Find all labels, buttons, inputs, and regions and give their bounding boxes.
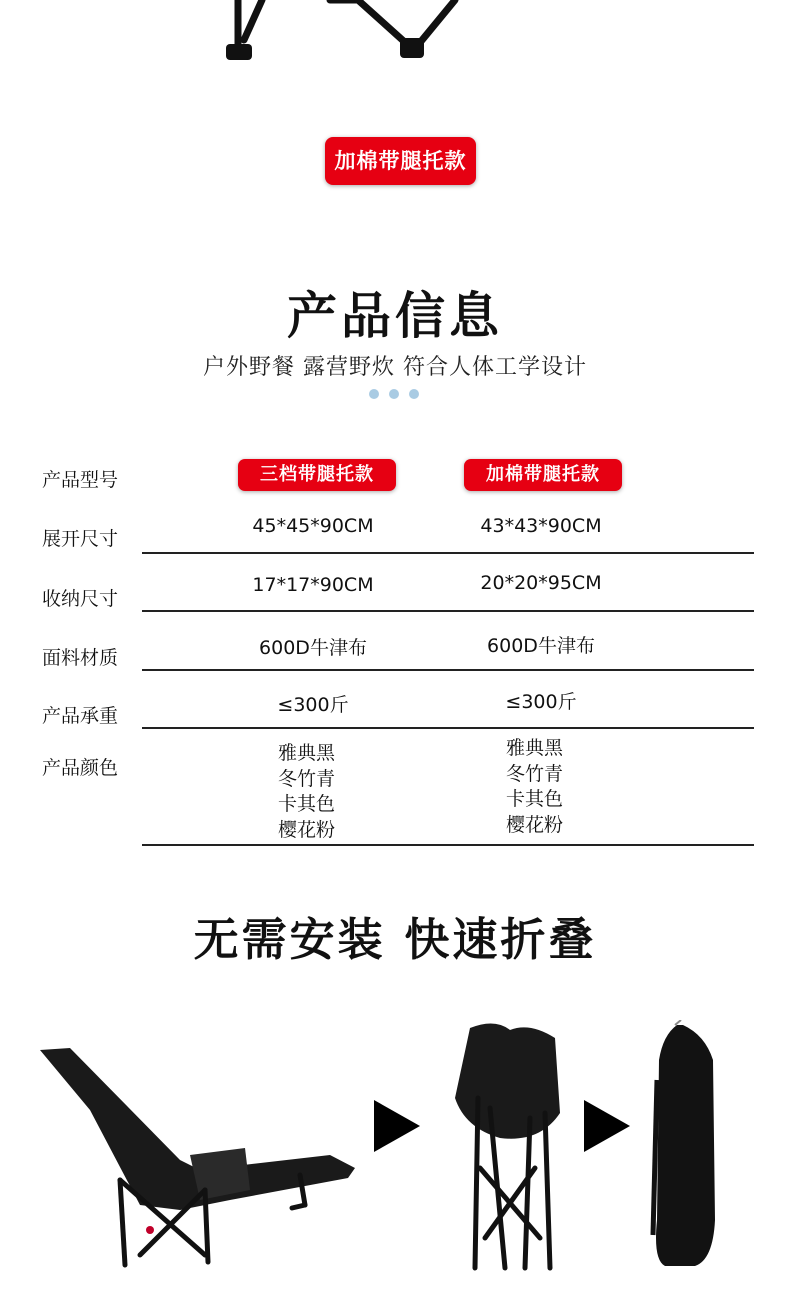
table-divider [142,552,754,554]
row-label-load: 产品承重 [42,705,119,727]
cell-unfolded-size-1: 45*45*90CM [252,515,374,537]
row-label-material: 面料材质 [42,647,119,669]
storage-bag-image [645,1020,725,1270]
chair-legs-image [0,0,790,80]
decorative-dot [369,389,379,399]
color-option: 卡其色 [278,793,336,815]
cell-material-1: 600D牛津布 [259,637,367,659]
unfolded-chair-image [30,1040,360,1275]
row-label-colors: 产品颜色 [42,757,119,779]
cell-folded-size-2: 20*20*95CM [480,572,602,594]
column-header-variant-1: 三档带腿托款 [238,459,396,491]
arrow-right-icon [374,1100,420,1152]
arrow-right-icon [584,1100,630,1152]
hero-variant-badge: 加棉带腿托款 [325,137,476,185]
table-divider [142,727,754,729]
cell-material-2: 600D牛津布 [487,635,595,657]
row-label-unfolded-size: 展开尺寸 [42,528,119,550]
product-info-subtitle: 户外野餐 露营野炊 符合人体工学设计 [203,355,587,380]
cell-load-1: ≤300斤 [277,694,349,716]
color-option: 雅典黑 [506,737,564,759]
color-option: 卡其色 [506,788,564,810]
row-label-folded-size: 收纳尺寸 [42,588,119,610]
color-option: 樱花粉 [506,813,564,836]
color-option: 雅典黑 [278,742,336,764]
color-option: 樱花粉 [278,818,336,841]
color-option: 冬竹青 [506,762,564,785]
decorative-dot [409,389,419,399]
table-divider [142,669,754,671]
color-list-1 [278,741,335,843]
folding-title: 无需安装 快速折叠 [193,913,597,966]
cell-folded-size-1: 17*17*90CM [252,574,374,596]
row-label-model: 产品型号 [42,469,119,491]
decorative-dot [389,389,399,399]
cell-load-2: ≤300斤 [505,691,577,713]
table-divider [142,610,754,612]
color-option: 冬竹青 [278,767,336,790]
half-folded-chair-image [450,1018,565,1276]
table-divider [142,844,754,846]
product-info-title: 产品信息 [287,287,503,345]
column-header-variant-2: 加棉带腿托款 [464,459,622,491]
cell-unfolded-size-2: 43*43*90CM [480,515,602,537]
color-list-2 [506,736,563,838]
